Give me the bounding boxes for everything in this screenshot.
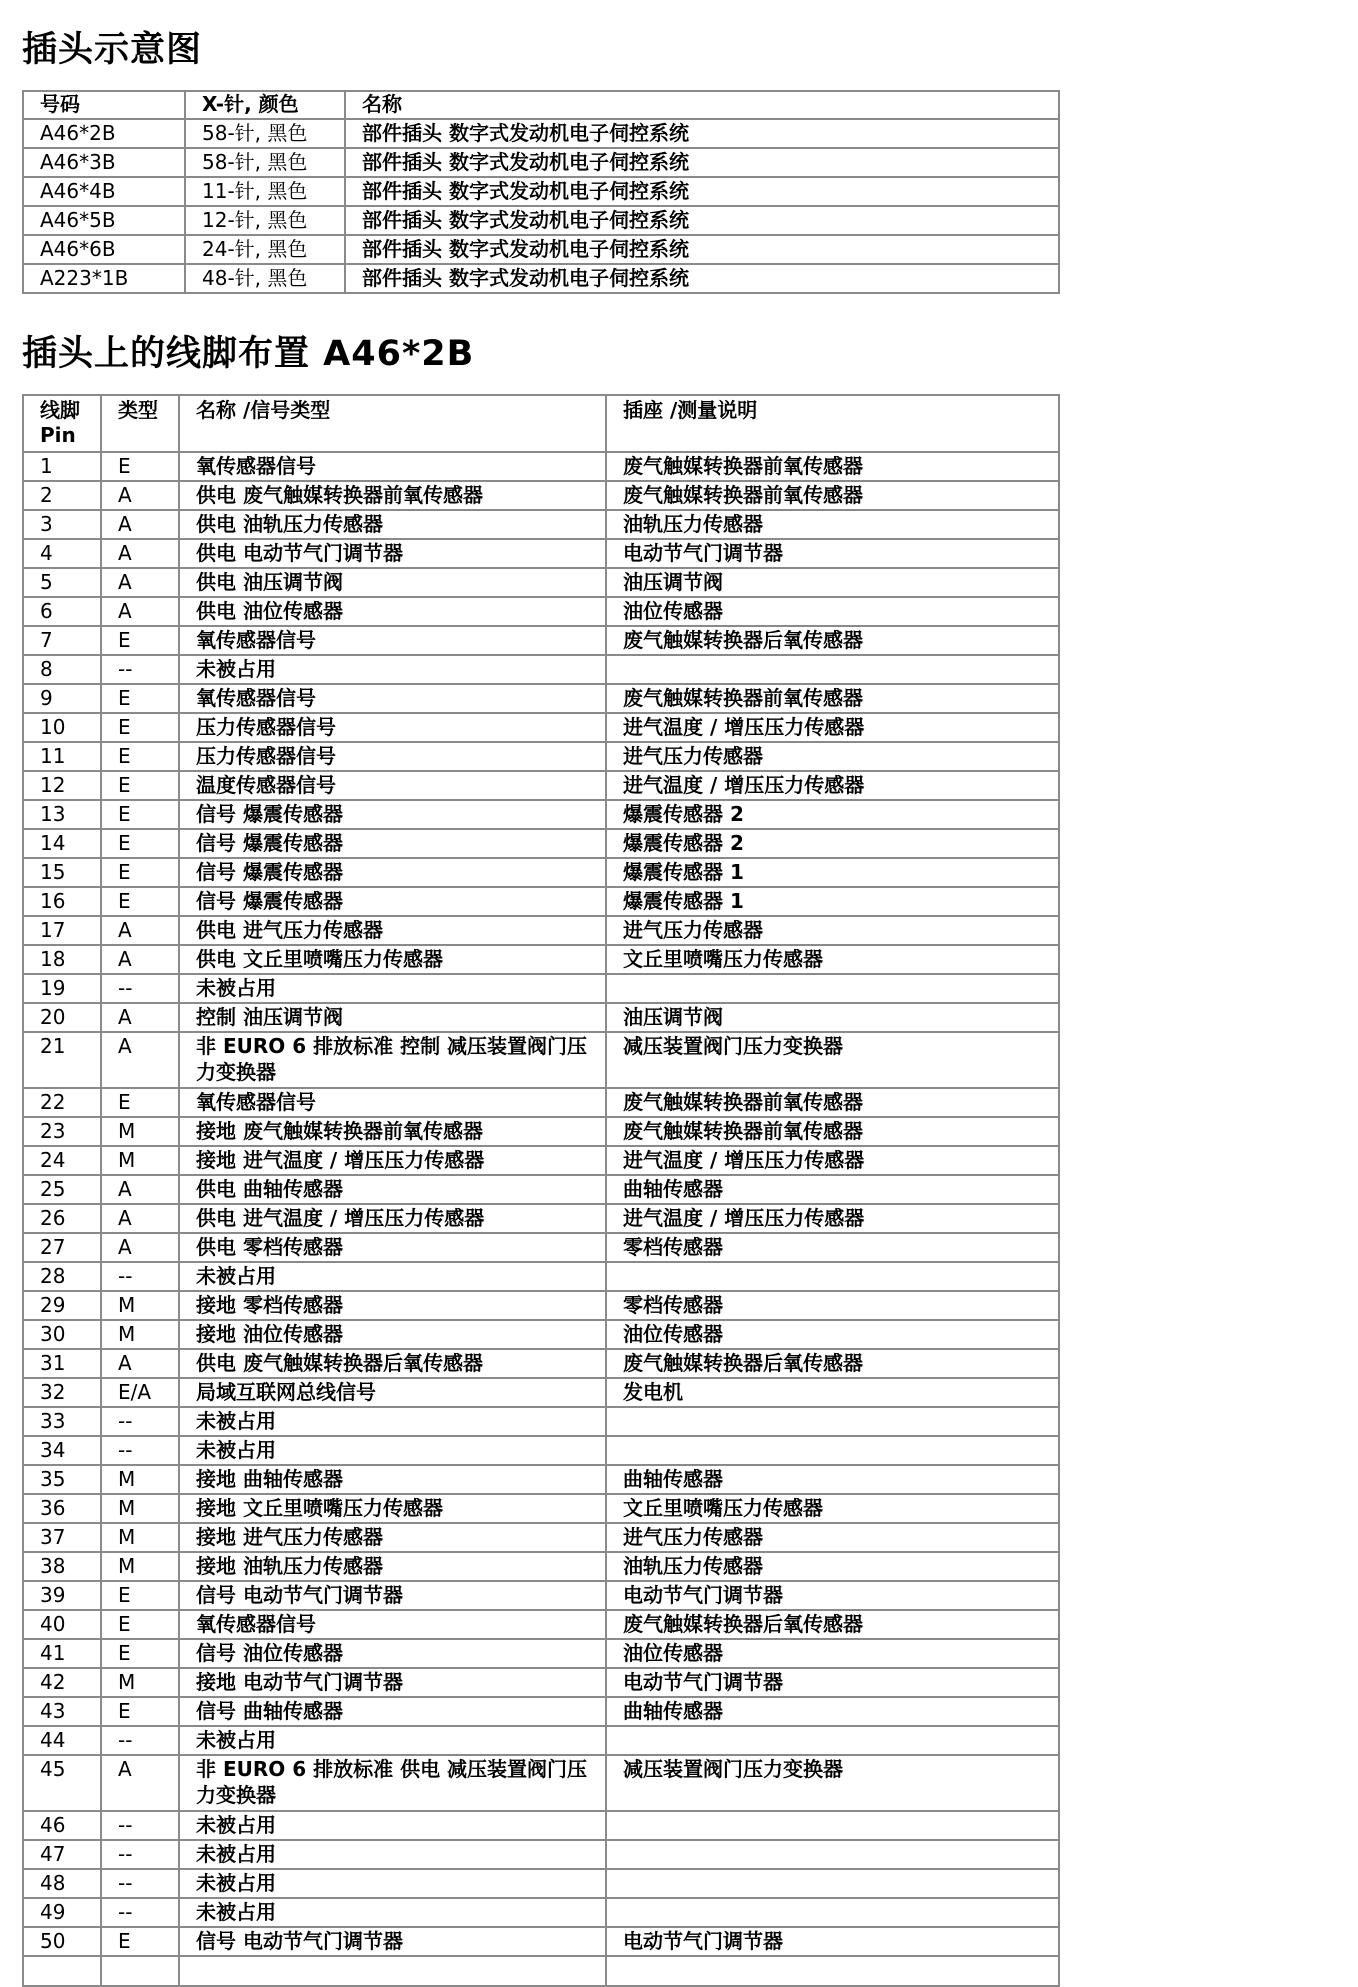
pin-type: A bbox=[101, 539, 179, 568]
connector-name: 部件插头 数字式发动机电子伺控系统 bbox=[345, 235, 1059, 264]
pin-number: 19 bbox=[23, 974, 101, 1003]
connector-pins-color: 48-针, 黑色 bbox=[185, 264, 345, 293]
pin-socket: 油位传感器 bbox=[606, 1320, 1059, 1349]
pin-signal: 未被占用 bbox=[179, 1726, 606, 1755]
table-row bbox=[23, 177, 1059, 206]
pin-socket: 电动节气门调节器 bbox=[606, 539, 1059, 568]
pin-number: 37 bbox=[23, 1523, 101, 1552]
table-row bbox=[23, 1032, 1059, 1088]
table-row bbox=[23, 858, 1059, 887]
pin-number: 6 bbox=[23, 597, 101, 626]
pin-type: A bbox=[101, 481, 179, 510]
table-row bbox=[23, 1262, 1059, 1291]
pin-type: A bbox=[101, 510, 179, 539]
pin-type: -- bbox=[101, 1726, 179, 1755]
pin-type: M bbox=[101, 1320, 179, 1349]
pin-socket bbox=[606, 1898, 1059, 1927]
pin-signal: 供电 零档传感器 bbox=[179, 1233, 606, 1262]
pin-signal: 接地 进气压力传感器 bbox=[179, 1523, 606, 1552]
pin-signal: 信号 爆震传感器 bbox=[179, 829, 606, 858]
table-row bbox=[23, 1610, 1059, 1639]
table-row bbox=[23, 1320, 1059, 1349]
pin-number: 11 bbox=[23, 742, 101, 771]
pin-socket bbox=[606, 1436, 1059, 1465]
pin-signal: 未被占用 bbox=[179, 655, 606, 684]
pin-type: M bbox=[101, 1668, 179, 1697]
connector-pins-color: 12-针, 黑色 bbox=[185, 206, 345, 235]
pin-number: 24 bbox=[23, 1146, 101, 1175]
pin-number: 46 bbox=[23, 1811, 101, 1840]
pin-type: E bbox=[101, 1697, 179, 1726]
pin-socket: 废气触媒转换器后氧传感器 bbox=[606, 626, 1059, 655]
pin-socket: 废气触媒转换器后氧传感器 bbox=[606, 1610, 1059, 1639]
pin-socket: 爆震传感器 2 bbox=[606, 800, 1059, 829]
header-pins-color: X-针, 颜色 bbox=[185, 91, 345, 119]
pin-type: -- bbox=[101, 1262, 179, 1291]
pin-signal: 局域互联网总线信号 bbox=[179, 1378, 606, 1407]
pin-number: 22 bbox=[23, 1088, 101, 1117]
pin-type: E bbox=[101, 1639, 179, 1668]
pin-signal: 未被占用 bbox=[179, 974, 606, 1003]
pin-number: 16 bbox=[23, 887, 101, 916]
pin-socket: 零档传感器 bbox=[606, 1291, 1059, 1320]
table-row bbox=[23, 1436, 1059, 1465]
pin-number: 40 bbox=[23, 1610, 101, 1639]
pin-signal: 接地 油位传感器 bbox=[179, 1320, 606, 1349]
table-row bbox=[23, 655, 1059, 684]
pin-number: 28 bbox=[23, 1262, 101, 1291]
pin-number: 18 bbox=[23, 945, 101, 974]
pin-signal: 接地 进气温度 / 增压压力传感器 bbox=[179, 1146, 606, 1175]
pin-signal: 氧传感器信号 bbox=[179, 1088, 606, 1117]
pin-number: 29 bbox=[23, 1291, 101, 1320]
table-row bbox=[23, 235, 1059, 264]
table-row bbox=[23, 1146, 1059, 1175]
pin-number: 25 bbox=[23, 1175, 101, 1204]
pin-number: 42 bbox=[23, 1668, 101, 1697]
pin-socket: 进气压力传感器 bbox=[606, 1523, 1059, 1552]
pin-type: A bbox=[101, 916, 179, 945]
header-pin: 线脚 Pin bbox=[23, 395, 101, 452]
pin-socket: 油压调节阀 bbox=[606, 568, 1059, 597]
header-socket: 插座 /测量说明 bbox=[606, 395, 1059, 452]
table-row bbox=[23, 1668, 1059, 1697]
pin-socket: 废气触媒转换器前氧传感器 bbox=[606, 452, 1059, 481]
pin-number: 48 bbox=[23, 1869, 101, 1898]
pin-type: E/A bbox=[101, 1378, 179, 1407]
table-row bbox=[23, 1927, 1059, 1956]
table-row bbox=[23, 1755, 1059, 1811]
pin-type: E bbox=[101, 1927, 179, 1956]
pin-type: A bbox=[101, 1032, 179, 1088]
pin-socket: 爆震传感器 1 bbox=[606, 887, 1059, 916]
pin-type: -- bbox=[101, 974, 179, 1003]
table-header-row bbox=[23, 91, 1059, 119]
pin-socket: 曲轴传感器 bbox=[606, 1465, 1059, 1494]
pin-number: 43 bbox=[23, 1697, 101, 1726]
pin-signal: 供电 进气温度 / 增压压力传感器 bbox=[179, 1204, 606, 1233]
pin-number: 49 bbox=[23, 1898, 101, 1927]
pin-type: M bbox=[101, 1146, 179, 1175]
pin-type: M bbox=[101, 1291, 179, 1320]
empty-cell bbox=[179, 1956, 606, 1986]
connector-pins-color: 58-针, 黑色 bbox=[185, 119, 345, 148]
pin-signal: 未被占用 bbox=[179, 1840, 606, 1869]
pin-type: A bbox=[101, 945, 179, 974]
table-row bbox=[23, 510, 1059, 539]
pin-type: E bbox=[101, 771, 179, 800]
pin-type: A bbox=[101, 568, 179, 597]
table-row bbox=[23, 481, 1059, 510]
pin-socket: 油轨压力传感器 bbox=[606, 1552, 1059, 1581]
pin-type: E bbox=[101, 452, 179, 481]
pin-type: A bbox=[101, 1175, 179, 1204]
pin-socket: 废气触媒转换器后氧传感器 bbox=[606, 1349, 1059, 1378]
pin-socket: 电动节气门调节器 bbox=[606, 1581, 1059, 1610]
pin-signal: 未被占用 bbox=[179, 1262, 606, 1291]
pin-type: E bbox=[101, 713, 179, 742]
pin-signal: 氧传感器信号 bbox=[179, 1610, 606, 1639]
pin-socket: 进气温度 / 增压压力传感器 bbox=[606, 771, 1059, 800]
connector-name: 部件插头 数字式发动机电子伺控系统 bbox=[345, 119, 1059, 148]
pin-type: E bbox=[101, 829, 179, 858]
pin-type: M bbox=[101, 1494, 179, 1523]
table-row bbox=[23, 1811, 1059, 1840]
pin-socket: 废气触媒转换器前氧传感器 bbox=[606, 684, 1059, 713]
pin-signal: 接地 曲轴传感器 bbox=[179, 1465, 606, 1494]
pin-socket: 减压装置阀门压力变换器 bbox=[606, 1032, 1059, 1088]
pin-socket: 油压调节阀 bbox=[606, 1003, 1059, 1032]
pin-type: E bbox=[101, 626, 179, 655]
pin-number: 5 bbox=[23, 568, 101, 597]
table-row bbox=[23, 1523, 1059, 1552]
table-row bbox=[23, 626, 1059, 655]
pin-number: 44 bbox=[23, 1726, 101, 1755]
pin-number: 26 bbox=[23, 1204, 101, 1233]
pin-type: -- bbox=[101, 1898, 179, 1927]
empty-cell bbox=[101, 1956, 179, 1986]
pin-signal: 未被占用 bbox=[179, 1869, 606, 1898]
table-row bbox=[23, 800, 1059, 829]
pin-socket bbox=[606, 1262, 1059, 1291]
connector-code: A223*1B bbox=[23, 264, 185, 293]
pin-signal: 接地 文丘里喷嘴压力传感器 bbox=[179, 1494, 606, 1523]
pin-socket: 曲轴传感器 bbox=[606, 1697, 1059, 1726]
table-row bbox=[23, 206, 1059, 235]
table-row bbox=[23, 1003, 1059, 1032]
pin-signal: 接地 油轨压力传感器 bbox=[179, 1552, 606, 1581]
pin-assignment-table bbox=[22, 394, 1060, 1987]
header-name: 名称 bbox=[345, 91, 1059, 119]
pin-type: A bbox=[101, 1233, 179, 1262]
header-signal: 名称 /信号类型 bbox=[179, 395, 606, 452]
pin-type: E bbox=[101, 800, 179, 829]
table-row bbox=[23, 1233, 1059, 1262]
pin-number: 20 bbox=[23, 1003, 101, 1032]
pin-signal: 信号 电动节气门调节器 bbox=[179, 1927, 606, 1956]
pin-number: 50 bbox=[23, 1927, 101, 1956]
pin-number: 3 bbox=[23, 510, 101, 539]
pin-number: 38 bbox=[23, 1552, 101, 1581]
pin-signal: 未被占用 bbox=[179, 1898, 606, 1927]
pin-number: 35 bbox=[23, 1465, 101, 1494]
pin-signal: 供电 曲轴传感器 bbox=[179, 1175, 606, 1204]
pin-number: 23 bbox=[23, 1117, 101, 1146]
pin-type: -- bbox=[101, 1436, 179, 1465]
pin-socket: 油位传感器 bbox=[606, 597, 1059, 626]
pin-signal: 未被占用 bbox=[179, 1407, 606, 1436]
table-row bbox=[23, 887, 1059, 916]
pin-number: 10 bbox=[23, 713, 101, 742]
pin-socket: 爆震传感器 1 bbox=[606, 858, 1059, 887]
pin-type: A bbox=[101, 1204, 179, 1233]
pin-number: 8 bbox=[23, 655, 101, 684]
pin-socket: 电动节气门调节器 bbox=[606, 1927, 1059, 1956]
empty-cell bbox=[606, 1956, 1059, 1986]
pin-number: 13 bbox=[23, 800, 101, 829]
pin-signal: 未被占用 bbox=[179, 1811, 606, 1840]
table-row-empty bbox=[23, 1956, 1059, 1986]
table-row bbox=[23, 1552, 1059, 1581]
table-row bbox=[23, 1378, 1059, 1407]
pin-signal: 供电 废气触媒转换器前氧传感器 bbox=[179, 481, 606, 510]
pin-type: A bbox=[101, 597, 179, 626]
pin-socket: 进气压力传感器 bbox=[606, 742, 1059, 771]
pin-socket: 废气触媒转换器前氧传感器 bbox=[606, 1117, 1059, 1146]
pin-type: -- bbox=[101, 1407, 179, 1436]
pin-signal: 信号 油位传感器 bbox=[179, 1639, 606, 1668]
table-row bbox=[23, 1726, 1059, 1755]
table-row bbox=[23, 945, 1059, 974]
connector-name: 部件插头 数字式发动机电子伺控系统 bbox=[345, 177, 1059, 206]
pin-socket: 进气温度 / 增压压力传感器 bbox=[606, 713, 1059, 742]
pin-type: M bbox=[101, 1117, 179, 1146]
pin-number: 41 bbox=[23, 1639, 101, 1668]
table-row bbox=[23, 539, 1059, 568]
pin-signal: 供电 废气触媒转换器后氧传感器 bbox=[179, 1349, 606, 1378]
table-row bbox=[23, 1697, 1059, 1726]
table-row bbox=[23, 1581, 1059, 1610]
table-row bbox=[23, 1407, 1059, 1436]
pin-number: 15 bbox=[23, 858, 101, 887]
pin-number: 2 bbox=[23, 481, 101, 510]
pin-signal: 温度传感器信号 bbox=[179, 771, 606, 800]
pin-number: 39 bbox=[23, 1581, 101, 1610]
pin-number: 17 bbox=[23, 916, 101, 945]
pin-signal: 压力传感器信号 bbox=[179, 713, 606, 742]
pin-type: -- bbox=[101, 1811, 179, 1840]
section-title-pin-assignment: 插头上的线脚布置 A46*2B bbox=[22, 334, 475, 374]
pin-signal: 信号 曲轴传感器 bbox=[179, 1697, 606, 1726]
pin-signal: 供电 油位传感器 bbox=[179, 597, 606, 626]
pin-type: E bbox=[101, 1581, 179, 1610]
table-row bbox=[23, 597, 1059, 626]
pin-type: A bbox=[101, 1003, 179, 1032]
header-code: 号码 bbox=[23, 91, 185, 119]
connector-pins-color: 58-针, 黑色 bbox=[185, 148, 345, 177]
table-row bbox=[23, 1291, 1059, 1320]
table-row bbox=[23, 916, 1059, 945]
pin-signal: 控制 油压调节阀 bbox=[179, 1003, 606, 1032]
pin-socket: 减压装置阀门压力变换器 bbox=[606, 1755, 1059, 1811]
pin-type: E bbox=[101, 684, 179, 713]
table-row bbox=[23, 568, 1059, 597]
table-row bbox=[23, 1494, 1059, 1523]
pin-socket: 零档传感器 bbox=[606, 1233, 1059, 1262]
pin-signal: 非 EURO 6 排放标准 控制 减压装置阀门压力变换器 bbox=[179, 1032, 606, 1088]
table-row bbox=[23, 974, 1059, 1003]
pin-socket bbox=[606, 1869, 1059, 1898]
pin-type: E bbox=[101, 1088, 179, 1117]
table-row bbox=[23, 1639, 1059, 1668]
pin-socket: 进气温度 / 增压压力传感器 bbox=[606, 1204, 1059, 1233]
pin-number: 1 bbox=[23, 452, 101, 481]
table-row bbox=[23, 1117, 1059, 1146]
pin-socket bbox=[606, 1726, 1059, 1755]
table-row bbox=[23, 1465, 1059, 1494]
pin-signal: 接地 电动节气门调节器 bbox=[179, 1668, 606, 1697]
pin-socket: 电动节气门调节器 bbox=[606, 1668, 1059, 1697]
pin-signal: 氧传感器信号 bbox=[179, 626, 606, 655]
pin-signal: 接地 零档传感器 bbox=[179, 1291, 606, 1320]
table-row bbox=[23, 1349, 1059, 1378]
table-row bbox=[23, 264, 1059, 293]
pin-socket: 油位传感器 bbox=[606, 1639, 1059, 1668]
pin-signal: 供电 电动节气门调节器 bbox=[179, 539, 606, 568]
table-row bbox=[23, 1840, 1059, 1869]
connector-pins-color: 24-针, 黑色 bbox=[185, 235, 345, 264]
pin-socket: 进气温度 / 增压压力传感器 bbox=[606, 1146, 1059, 1175]
pin-type: A bbox=[101, 1755, 179, 1811]
section-title-connector-overview: 插头示意图 bbox=[22, 30, 203, 70]
pin-number: 45 bbox=[23, 1755, 101, 1811]
connector-code: A46*4B bbox=[23, 177, 185, 206]
table-row bbox=[23, 1204, 1059, 1233]
pin-type: A bbox=[101, 1349, 179, 1378]
pin-signal: 压力传感器信号 bbox=[179, 742, 606, 771]
pin-socket: 废气触媒转换器前氧传感器 bbox=[606, 1088, 1059, 1117]
pin-socket: 爆震传感器 2 bbox=[606, 829, 1059, 858]
pin-socket: 进气压力传感器 bbox=[606, 916, 1059, 945]
pin-type: E bbox=[101, 1610, 179, 1639]
pin-number: 12 bbox=[23, 771, 101, 800]
pin-socket: 废气触媒转换器前氧传感器 bbox=[606, 481, 1059, 510]
pin-signal: 未被占用 bbox=[179, 1436, 606, 1465]
pin-socket: 文丘里喷嘴压力传感器 bbox=[606, 945, 1059, 974]
pin-socket bbox=[606, 655, 1059, 684]
table-row bbox=[23, 452, 1059, 481]
pin-socket bbox=[606, 974, 1059, 1003]
table-row bbox=[23, 1088, 1059, 1117]
pin-type: E bbox=[101, 858, 179, 887]
connector-code: A46*3B bbox=[23, 148, 185, 177]
table-row bbox=[23, 742, 1059, 771]
pin-socket: 发电机 bbox=[606, 1378, 1059, 1407]
pin-type: E bbox=[101, 742, 179, 771]
table-row bbox=[23, 829, 1059, 858]
pin-type: E bbox=[101, 887, 179, 916]
pin-type: M bbox=[101, 1465, 179, 1494]
pin-signal: 供电 进气压力传感器 bbox=[179, 916, 606, 945]
pin-number: 33 bbox=[23, 1407, 101, 1436]
pin-number: 27 bbox=[23, 1233, 101, 1262]
pin-number: 47 bbox=[23, 1840, 101, 1869]
pin-type: M bbox=[101, 1523, 179, 1552]
pin-signal: 供电 油轨压力传感器 bbox=[179, 510, 606, 539]
pin-signal: 氧传感器信号 bbox=[179, 452, 606, 481]
table-row bbox=[23, 713, 1059, 742]
pin-signal: 非 EURO 6 排放标准 供电 减压装置阀门压力变换器 bbox=[179, 1755, 606, 1811]
connector-name: 部件插头 数字式发动机电子伺控系统 bbox=[345, 206, 1059, 235]
pin-number: 4 bbox=[23, 539, 101, 568]
table-row bbox=[23, 1869, 1059, 1898]
empty-cell bbox=[23, 1956, 101, 1986]
pin-signal: 信号 电动节气门调节器 bbox=[179, 1581, 606, 1610]
pin-signal: 信号 爆震传感器 bbox=[179, 800, 606, 829]
pin-number: 14 bbox=[23, 829, 101, 858]
table-row bbox=[23, 148, 1059, 177]
pin-signal: 接地 废气触媒转换器前氧传感器 bbox=[179, 1117, 606, 1146]
pin-socket bbox=[606, 1407, 1059, 1436]
connector-code: A46*6B bbox=[23, 235, 185, 264]
pin-signal: 信号 爆震传感器 bbox=[179, 887, 606, 916]
pin-number: 32 bbox=[23, 1378, 101, 1407]
pin-type: -- bbox=[101, 1869, 179, 1898]
table-row bbox=[23, 1898, 1059, 1927]
table-row bbox=[23, 684, 1059, 713]
pin-signal: 供电 文丘里喷嘴压力传感器 bbox=[179, 945, 606, 974]
table-row bbox=[23, 119, 1059, 148]
connector-code: A46*2B bbox=[23, 119, 185, 148]
pin-number: 34 bbox=[23, 1436, 101, 1465]
pin-type: -- bbox=[101, 1840, 179, 1869]
table-row bbox=[23, 1175, 1059, 1204]
pin-type: -- bbox=[101, 655, 179, 684]
pin-type: M bbox=[101, 1552, 179, 1581]
pin-number: 9 bbox=[23, 684, 101, 713]
pin-number: 30 bbox=[23, 1320, 101, 1349]
pin-number: 36 bbox=[23, 1494, 101, 1523]
pin-socket: 油轨压力传感器 bbox=[606, 510, 1059, 539]
connector-pins-color: 11-针, 黑色 bbox=[185, 177, 345, 206]
connector-code: A46*5B bbox=[23, 206, 185, 235]
pin-signal: 氧传感器信号 bbox=[179, 684, 606, 713]
header-type: 类型 bbox=[101, 395, 179, 452]
pin-number: 21 bbox=[23, 1032, 101, 1088]
table-row bbox=[23, 771, 1059, 800]
pin-socket bbox=[606, 1840, 1059, 1869]
connector-overview-table bbox=[22, 90, 1060, 294]
pin-socket: 曲轴传感器 bbox=[606, 1175, 1059, 1204]
pin-signal: 供电 油压调节阀 bbox=[179, 568, 606, 597]
pin-signal: 信号 爆震传感器 bbox=[179, 858, 606, 887]
pin-socket bbox=[606, 1811, 1059, 1840]
connector-name: 部件插头 数字式发动机电子伺控系统 bbox=[345, 264, 1059, 293]
pin-number: 7 bbox=[23, 626, 101, 655]
pin-socket: 文丘里喷嘴压力传感器 bbox=[606, 1494, 1059, 1523]
table-header-row bbox=[23, 395, 1059, 452]
pin-number: 31 bbox=[23, 1349, 101, 1378]
connector-name: 部件插头 数字式发动机电子伺控系统 bbox=[345, 148, 1059, 177]
